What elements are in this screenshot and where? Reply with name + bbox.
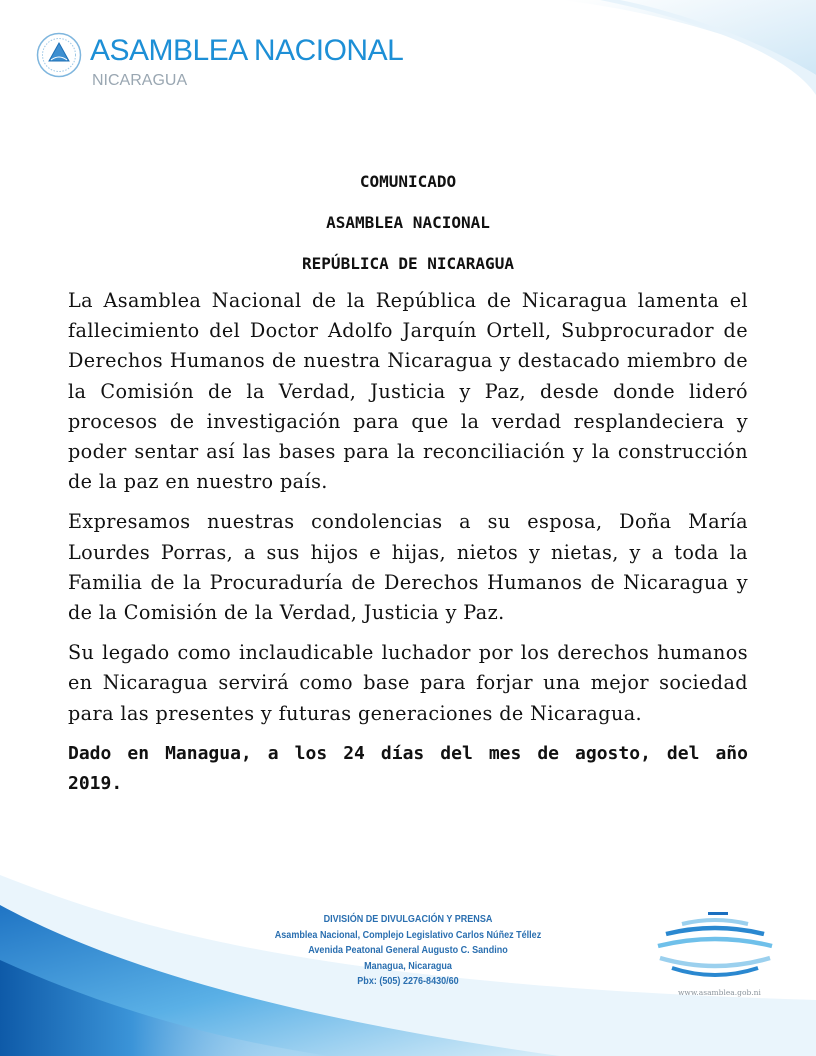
heading-republica: REPÚBLICA DE NICARAGUA	[302, 254, 514, 273]
footer-address-2: Avenida Peatonal General Augusto C. Sandino	[308, 944, 508, 956]
top-wave	[560, 0, 816, 75]
closing-date: Dado en Managua, a los 24 días del mes de agosto, del año 2019.	[68, 742, 748, 794]
footer-contact	[253, 912, 563, 990]
footer-address-1: Asamblea Nacional, Complejo Legislativo Carlos Núñez Téllez	[274, 928, 542, 941]
paragraph-3: Su legado como inclaudicable luchador por los derechos humanos en Nicaragua servirá como base para forjar una mejor sociedad para las presentes y futuras generaciones de Nicaragua.	[68, 641, 748, 725]
website-url: www.asamblea.gob.ni	[678, 988, 761, 997]
heading-asamblea: ASAMBLEA NACIONAL	[326, 213, 490, 232]
assembly-emblem-icon	[652, 908, 778, 982]
national-seal-icon	[36, 32, 82, 78]
communique-body	[68, 170, 748, 799]
paragraph-2: Expresamos nuestras condolencias a su esposa, Doña María Lourdes Porras, a sus hijos e hijas, nietos y nietas, y a toda la Familia de la Procuraduría de Derechos Humanos de Nicaragua y de la Comisión de la Verdad, Justicia y Paz.	[68, 510, 748, 625]
brand-title: ASAMBLEA NACIONAL	[90, 34, 404, 67]
heading-comunicado: COMUNICADO	[359, 172, 457, 191]
brand-subtitle: NICARAGUA	[92, 72, 188, 89]
paragraph-1: La Asamblea Nacional de la República de Nicaragua lamenta el fallecimiento del Doctor Adolfo Jarquín Ortell, Subprocurador de Derechos Humanos de nuestra Nicaragua y destacado miembro de la Comisión de la Verdad, Justicia y Paz, desde donde lideró procesos de investigación para que la verdad resplandeciera y poder sentar así las bases para la reconciliación y la construcción de la paz en nuestro país.	[68, 289, 748, 494]
footer-division: DIVISIÓN DE DIVULGACIÓN Y PRENSA	[323, 913, 493, 925]
footer-city: Managua, Nicaragua	[364, 959, 452, 972]
footer-phone: Pbx: (505) 2276-8430/60	[357, 975, 459, 987]
